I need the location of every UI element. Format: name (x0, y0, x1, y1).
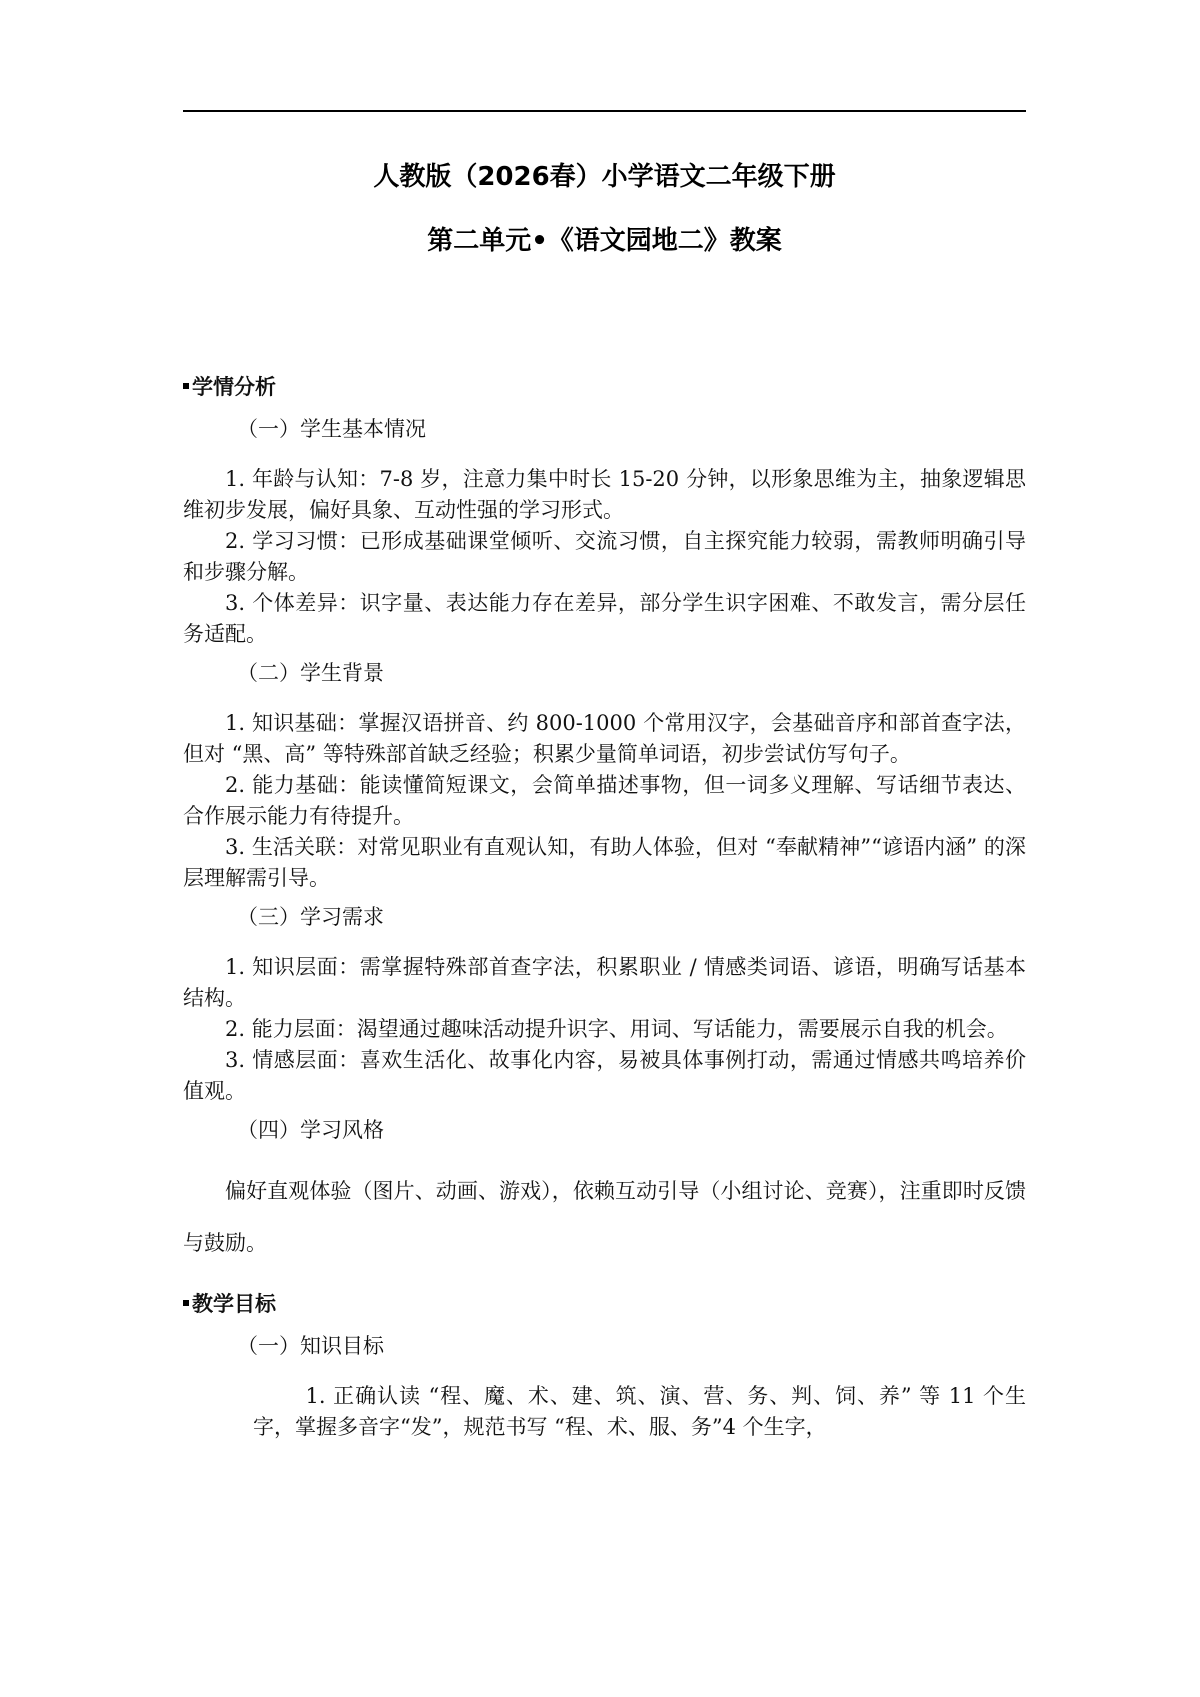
subsection-title: （一）学生基本情况 (237, 417, 426, 441)
section-heading-analysis: 学情分析 (183, 372, 1026, 402)
list-item: 1. 年龄与认知：7-8 岁，注意力集中时长 15-20 分钟，以形象思维为主，抽象逻辑思维初步发展，偏好具象、互动性强的学习形式。 (183, 467, 1026, 522)
list-item: 2. 能力层面：渴望通过趣味活动提升识字、用词、写话能力，需要展示自我的机会。 (225, 1017, 1008, 1041)
square-bullet-icon (183, 383, 189, 389)
list-item: 1. 正确认读 “程、魔、术、建、筑、演、营、务、判、饲、养” 等 11 个生字，掌握多音字“发”，规范书写 “程、术、服、务”4 个生字， (253, 1384, 1026, 1439)
list-item: 1. 知识层面：需掌握特殊部首查字法，积累职业 / 情感类词语、谚语，明确写话基本结构。 (183, 955, 1026, 1010)
square-bullet-icon (183, 1300, 189, 1306)
list-item: 3. 个体差异：识字量、表达能力存在差异，部分学生识字困难、不敢发言，需分层任务适配。 (183, 591, 1026, 646)
subsection-title: （二）学生背景 (237, 661, 384, 685)
doc-subtitle: 第二单元•《语文园地二》教案 (427, 226, 782, 256)
section-heading-goals: 教学目标 (183, 1289, 1026, 1319)
list-item: 1. 知识基础：掌握汉语拼音、约 800-1000 个常用汉字，会基础音序和部首查字法，但对 “黑、高” 等特殊部首缺乏经验；积累少量简单词语，初步尝试仿写句子。 (183, 711, 1026, 766)
list-item: 3. 生活关联：对常见职业有直观认知，有助人体验，但对 “奉献精神”“谚语内涵” 的深层理解需引导。 (183, 835, 1026, 890)
paragraph: 偏好直观体验（图片、动画、游戏），依赖互动引导（小组讨论、竞赛），注重即时反馈与鼓励。 (183, 1179, 1026, 1255)
list-item: 2. 能力基础：能读懂简短课文，会简单描述事物，但一词多义理解、写话细节表达、合作展示能力有待提升。 (183, 773, 1026, 828)
document-body (183, 372, 1026, 1443)
header-rule (183, 110, 1026, 112)
subsection-title: （四）学习风格 (237, 1118, 384, 1142)
subsection-title: （一）知识目标 (237, 1334, 384, 1358)
subsection-title: （三）学习需求 (237, 905, 384, 929)
doc-title: 人教版（2026春）小学语文二年级下册 (373, 162, 836, 192)
list-item: 2. 学习习惯：已形成基础课堂倾听、交流习惯，自主探究能力较弱，需教师明确引导和步骤分解。 (183, 529, 1026, 584)
list-item: 3. 情感层面：喜欢生活化、故事化内容，易被具体事例打动，需通过情感共鸣培养价值观。 (183, 1048, 1026, 1103)
